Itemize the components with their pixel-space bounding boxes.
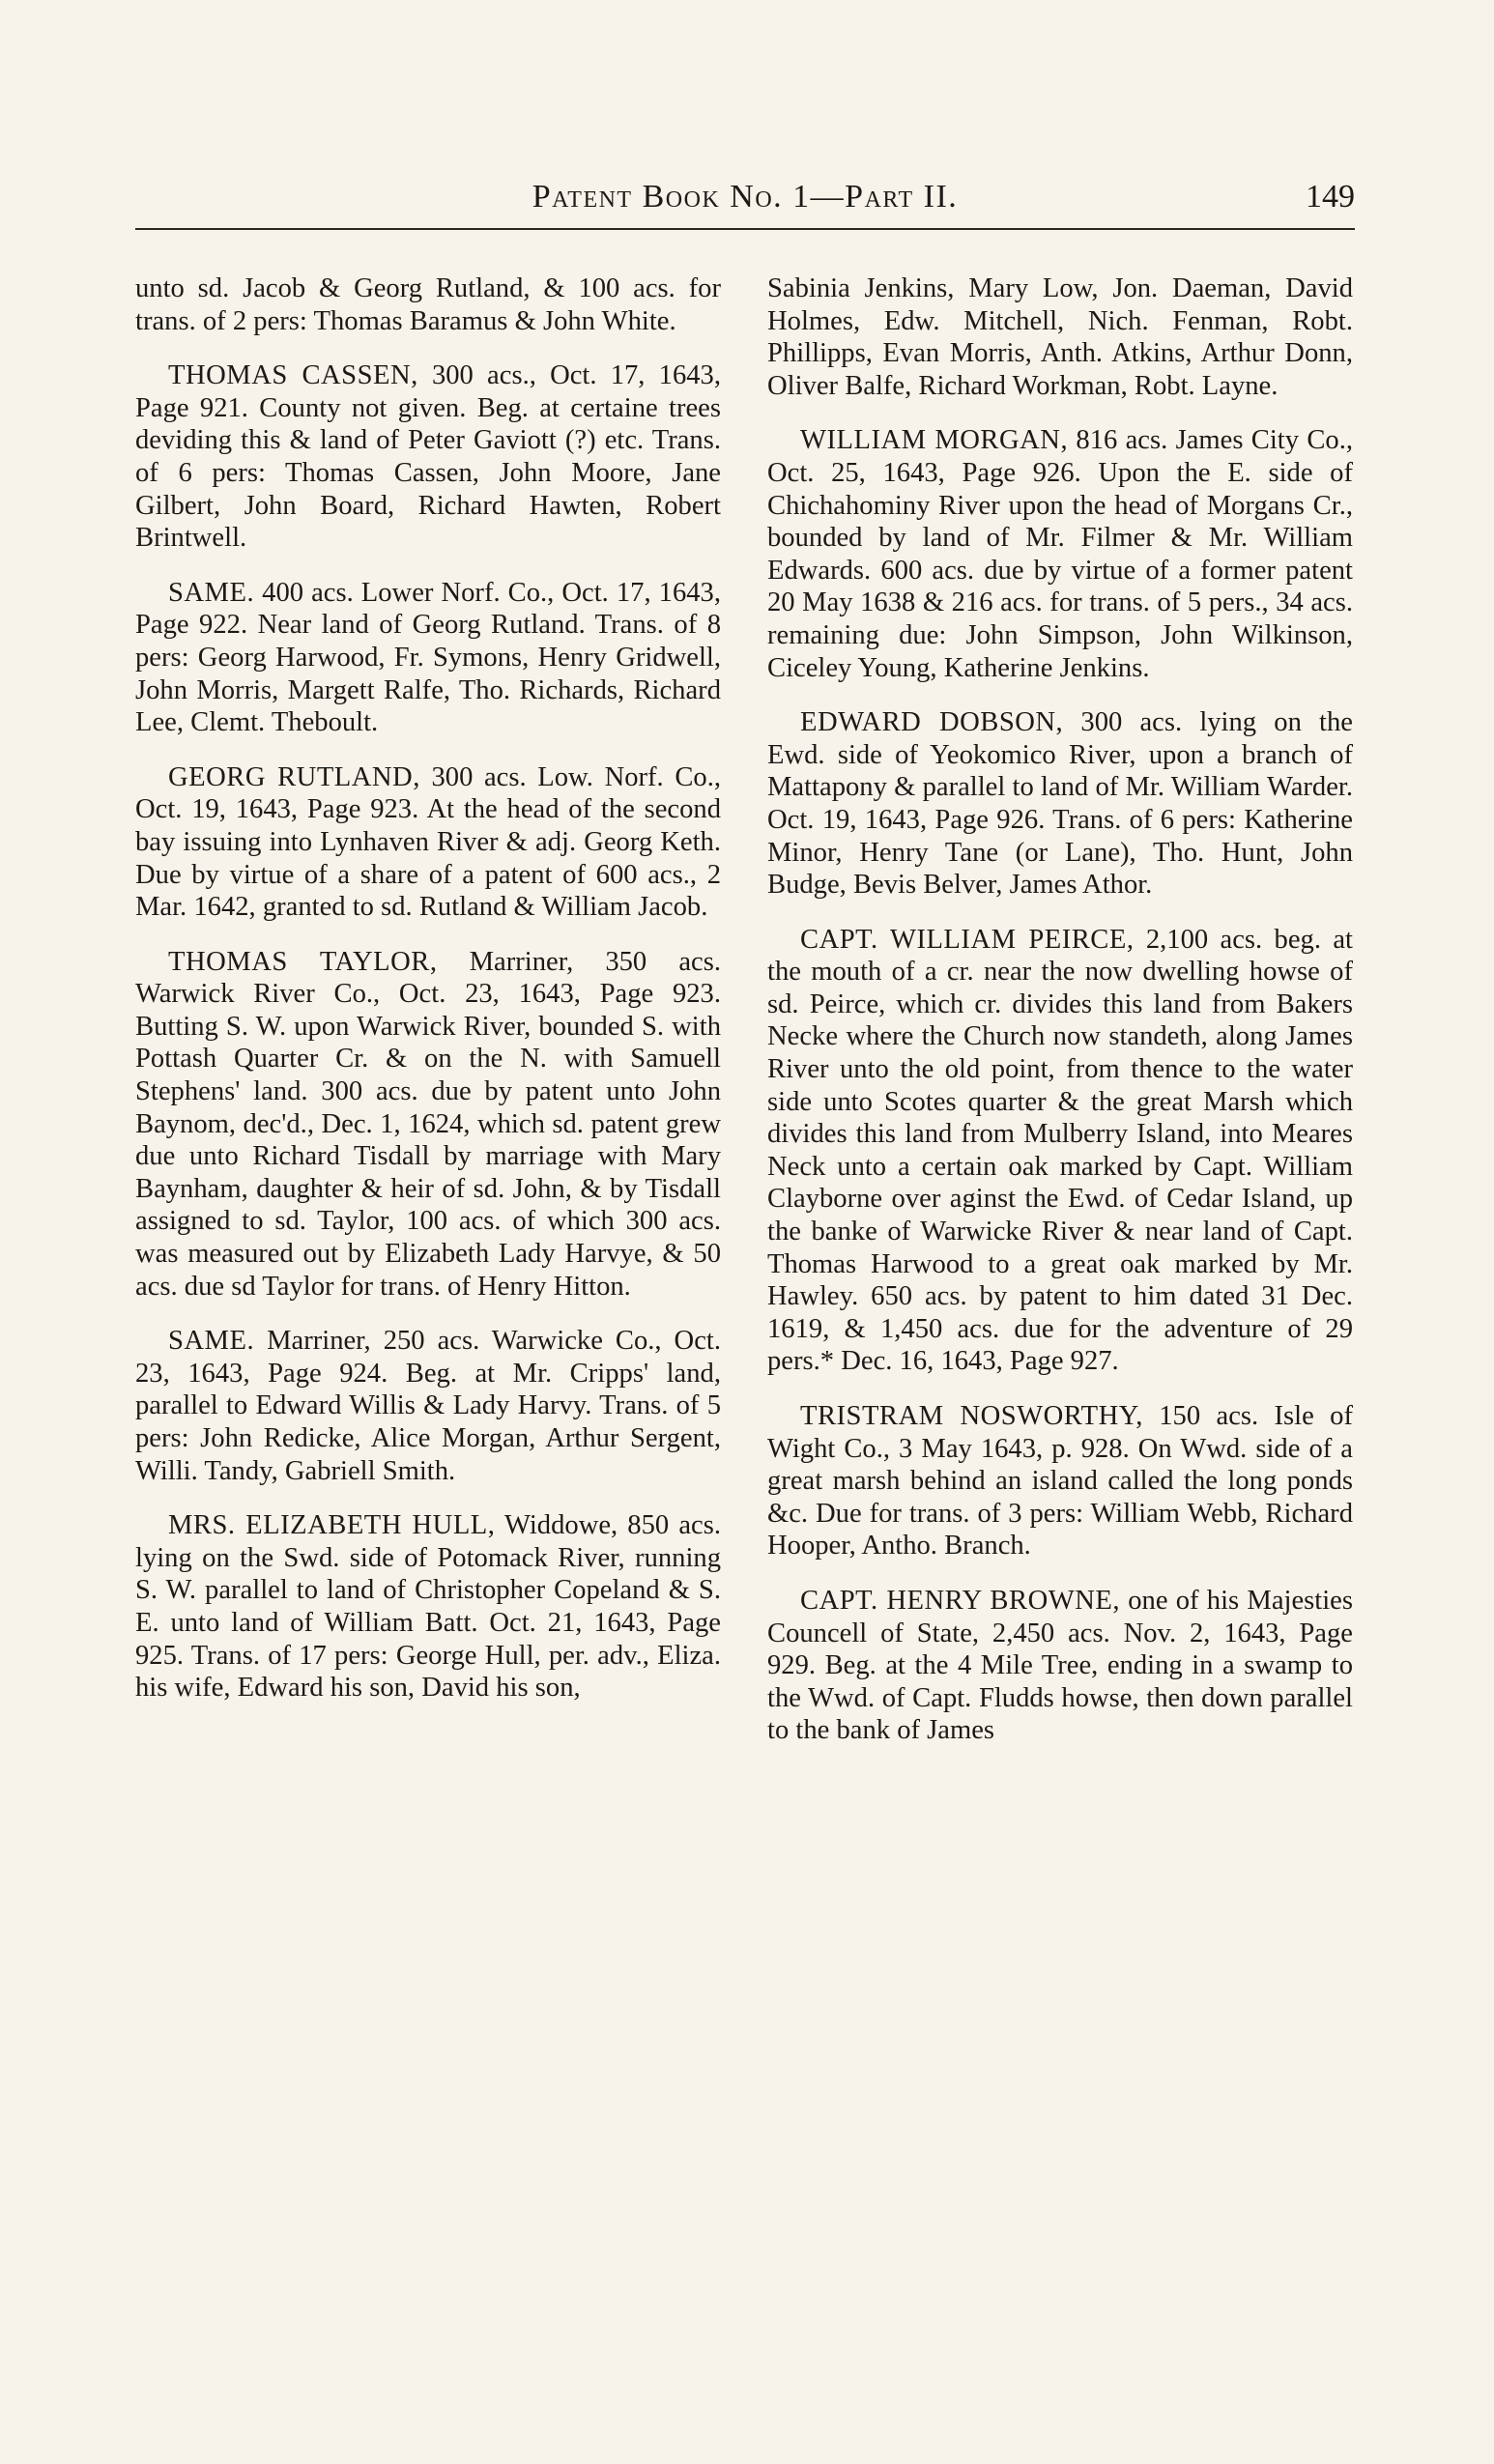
grantee-name: WILLIAM MORGAN,: [800, 425, 1069, 456]
patent-entry: [767, 706, 1353, 902]
grantee-name: EDWARD DOBSON,: [800, 707, 1064, 738]
patent-entry: [135, 1509, 721, 1705]
patent-entry: [135, 946, 721, 1304]
page-header: [135, 174, 1355, 224]
entry-text: Marriner, 350 acs. Warwick River Co., Oct. 23, 1643, Page 923. Butting S. W. upon Warwick River, bounded S. with Pottash Quarter Cr. & on the N. with Samuell Stephens' land. 300 acs. due by patent unto John Baynom, dec'd., Dec. 1, 1624, which sd. patent grew due unto Richard Tisdall by marriage with Mary Baynham, daughter & heir of sd. John, & by Tisdall assigned to sd. Taylor, 100 acs. of which 300 acs. was measured out by Elizabeth Lady Harvye, & 50 acs. due sd Taylor for trans. of Henry Hitton.: [135, 946, 721, 1302]
patent-entry-continued: [767, 272, 1353, 402]
grantee-name: SAME.: [168, 577, 255, 608]
patent-entry: [767, 424, 1353, 684]
entry-text: 816 acs. James City Co., Oct. 25, 1643, Page 926. Upon the E. side of Chichahominy River upon the head of Morgans Cr., bounded by land of Mr. Filmer & Mr. William Edwards. 600 acs. due by virtue of a former patent 20 May 1638 & 216 acs. for trans. of 5 pers., 34 acs. remaining due: John Simpson, John Wilkinson, Ciceley Young, Katherine Jenkins.: [767, 425, 1353, 683]
running-title: Patent Book No. 1—Part II.: [532, 179, 959, 215]
patent-entry: [135, 359, 721, 555]
patent-entry: [767, 1585, 1353, 1747]
patent-entry: [135, 577, 721, 739]
patent-entry-continued: [135, 272, 721, 337]
header-rule: [135, 228, 1355, 230]
entry-text: 300 acs. Low. Norf. Co., Oct. 19, 1643, Page 923. At the head of the second bay issuing into Lynhaven River & adj. Georg Keth. Due by virtue of a share of a patent of 600 acs., 2 Mar. 1642, granted to sd. Rutland & William Jacob.: [135, 761, 721, 923]
entry-text: Sabinia Jenkins, Mary Low, Jon. Daeman, David Holmes, Edw. Mitchell, Nich. Fenman, Robt. Phillipps, Evan Morris, Anth. Atkins, Arthur Donn, Oliver Balfe, Richard Workman, Robt. Layne.: [767, 273, 1353, 401]
grantee-name: TRISTRAM NOSWORTHY,: [800, 1401, 1143, 1431]
patent-entry: [767, 1400, 1353, 1562]
entry-text: Marriner, 250 acs. Warwicke Co., Oct. 23, 1643, Page 924. Beg. at Mr. Cripps' land, parallel to Edward Willis & Lady Harvy. Trans. of 5 pers: John Redicke, Alice Morgan, Arthur Sergent, Willi. Tandy, Gabriell Smith.: [135, 1326, 721, 1486]
grantee-name: THOMAS CASSEN,: [168, 360, 418, 391]
entry-text: 2,100 acs. beg. at the mouth of a cr. near the now dwelling howse of sd. Peirce, which cr. divides this land from Bakers Necke where the Church now standeth, along James River unto the old point, from thence to the water side unto Scotes quarter & the great Marsh which divides this land from Mulberry Island, into Meares Neck unto a certain oak marked by Capt. William Clayborne over aginst the Ewd. of Cedar Island, up the banke of Warwicke River & near land of Capt. Thomas Harwood to a great oak marked by Mr. Hawley. 650 acs. by patent to him dated 31 Dec. 1619, & 1,450 acs. due for the adventure of 29 pers.* Dec. 16, 1643, Page 927.: [767, 924, 1353, 1377]
grantee-name: THOMAS TAYLOR,: [168, 946, 438, 977]
patent-entry: [135, 761, 721, 924]
grantee-name: SAME.: [168, 1326, 255, 1357]
left-column: [135, 272, 721, 1727]
grantee-name: CAPT. HENRY BROWNE,: [800, 1585, 1120, 1616]
entry-text: 150 acs. Isle of Wight Co., 3 May 1643, p. 928. On Wwd. side of a great marsh behind an island called the long ponds &c. Due for trans. of 3 pers: William Webb, Richard Hooper, Antho. Branch.: [767, 1401, 1353, 1561]
entry-text: 300 acs., Oct. 17, 1643, Page 921. County not given. Beg. at certaine trees deviding this & land of Peter Gaviott (?) etc. Trans. of 6 pers: Thomas Cassen, John Moore, Jane Gilbert, John Board, Richard Hawten, Robert Brintwell.: [135, 360, 722, 554]
grantee-name: GEORG RUTLAND,: [168, 761, 420, 792]
grantee-name: CAPT. WILLIAM PEIRCE,: [800, 924, 1135, 955]
entry-text: 300 acs. lying on the Ewd. side of Yeokomico River, upon a branch of Mattapony & parallel to land of Mr. William Warder. Oct. 19, 1643, Page 926. Trans. of 6 pers: Katherine Minor, Henry Tane (or Lane), Tho. Hunt, John Budge, Bevis Belver, James Athor.: [767, 707, 1353, 901]
right-column: [767, 272, 1353, 1769]
entry-text: Widdowe, 850 acs. lying on the Swd. side of Potomack River, running S. W. parallel to land of Christopher Copeland & S. E. unto land of William Batt. Oct. 21, 1643, Page 925. Trans. of 17 pers: George Hull, per. adv., Eliza. his wife, Edward his son, David his son,: [135, 1510, 721, 1704]
page-number: 149: [1306, 179, 1355, 215]
patent-entry: [767, 924, 1353, 1378]
entry-text: one of his Majesties Councell of State, 2,450 acs. Nov. 2, 1643, Page 929. Beg. at the 4 Mile Tree, ending in a swamp to the Wwd. of Capt. Fludds howse, then down parallel to the bank of James: [767, 1585, 1353, 1746]
patent-entry: [135, 1325, 721, 1487]
grantee-name: MRS. ELIZABETH HULL,: [168, 1510, 496, 1541]
entry-text: 400 acs. Lower Norf. Co., Oct. 17, 1643, Page 922. Near land of Georg Rutland. Trans. of 8 pers: Georg Harwood, Fr. Symons, Henry Gridwell, John Morris, Margett Ralfe, Tho. Richards, Richard Lee, Clemt. Theboult.: [135, 577, 721, 738]
entry-text: unto sd. Jacob & Georg Rutland, & 100 acs. for trans. of 2 pers: Thomas Baramus & John White.: [135, 273, 721, 336]
